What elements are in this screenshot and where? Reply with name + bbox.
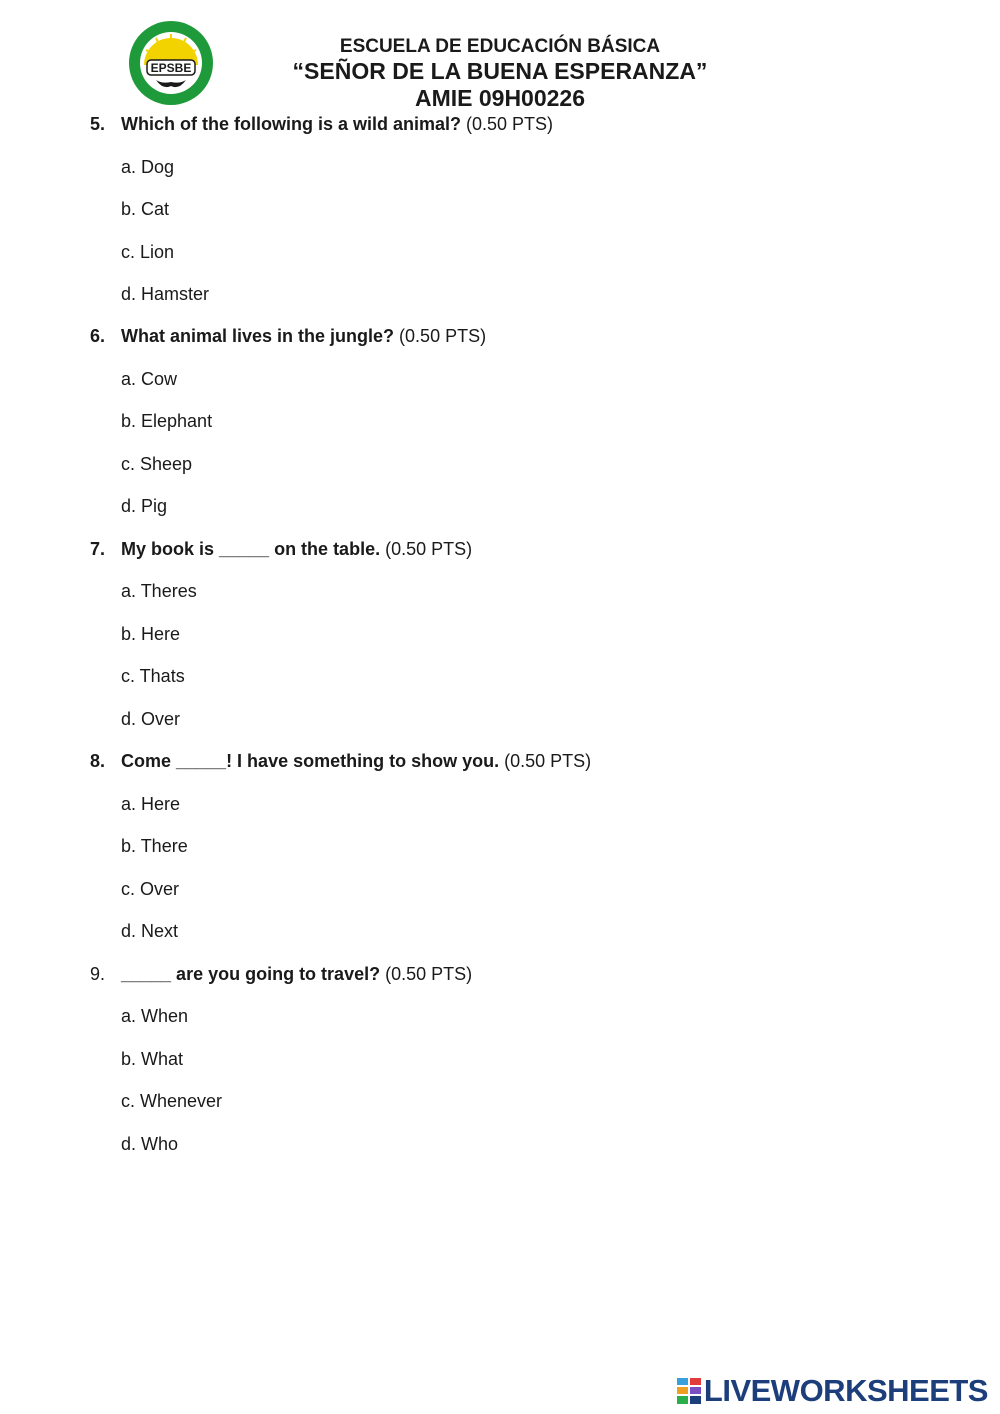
question-text: My book is _____ on the table. [121, 539, 381, 559]
answer-option[interactable]: d. Over [121, 709, 181, 729]
answer-option[interactable]: c. Over [121, 879, 180, 899]
school-type: ESCUELA DE EDUCACIÓN BÁSICA [339, 36, 661, 57]
question-points: (0.50 PTS) [394, 326, 487, 346]
question-number: 6. [90, 326, 106, 346]
school-name: “SEÑOR DE LA BUENA ESPERANZA” [292, 58, 708, 84]
question-points: (0.50 PTS) [380, 539, 473, 559]
answer-option[interactable]: b. There [121, 836, 188, 856]
question-text: What animal lives in the jungle? [121, 326, 395, 346]
question-text: Which of the following is a wild animal? [121, 114, 462, 134]
logo-text: EPSBE [150, 61, 192, 75]
answer-option[interactable]: a. Cow [121, 369, 178, 389]
question-number: 5. [90, 114, 106, 134]
answer-option[interactable]: a. Dog [121, 157, 175, 177]
answer-option[interactable]: a. When [121, 1006, 189, 1026]
answer-option[interactable]: a. Theres [121, 581, 197, 601]
school-amie-code: AMIE 09H00226 [414, 85, 586, 111]
answer-option[interactable]: b. What [121, 1049, 184, 1069]
answer-option[interactable]: d. Who [121, 1134, 179, 1154]
question-points: (0.50 PTS) [380, 964, 473, 984]
liveworksheets-brand[interactable] [677, 1374, 988, 1408]
answer-option[interactable]: c. Sheep [121, 454, 193, 474]
answer-option[interactable]: b. Cat [121, 199, 170, 219]
answer-option[interactable]: d. Next [121, 921, 179, 941]
answer-option[interactable]: c. Thats [121, 666, 185, 686]
question-6 [90, 326, 486, 346]
answer-option[interactable]: c. Whenever [121, 1091, 223, 1111]
question-7 [90, 539, 472, 559]
school-logo [128, 20, 214, 106]
question-number: 8. [90, 751, 106, 771]
answer-option[interactable]: d. Hamster [121, 284, 210, 304]
question-text: Come _____! I have something to show you. [121, 751, 500, 771]
question-8 [90, 751, 591, 771]
liveworksheets-logo-icon [677, 1378, 701, 1404]
question-5 [90, 114, 553, 134]
answer-option[interactable]: a. Here [121, 794, 181, 814]
question-points: (0.50 PTS) [499, 751, 592, 771]
question-number: 7. [90, 539, 106, 559]
question-number: 9. [90, 964, 106, 984]
school-seal-icon [128, 20, 214, 106]
question-text: _____ are you going to travel? [121, 964, 381, 984]
answer-option[interactable]: c. Lion [121, 242, 175, 262]
document-header [250, 36, 750, 112]
question-9 [90, 964, 472, 984]
answer-option[interactable]: d. Pig [121, 496, 168, 516]
answer-option[interactable]: b. Here [121, 624, 181, 644]
answer-option[interactable]: b. Elephant [121, 411, 213, 431]
question-points: (0.50 PTS) [461, 114, 554, 134]
brand-wordmark: LIVEWORKSHEETS [703, 1373, 988, 1408]
